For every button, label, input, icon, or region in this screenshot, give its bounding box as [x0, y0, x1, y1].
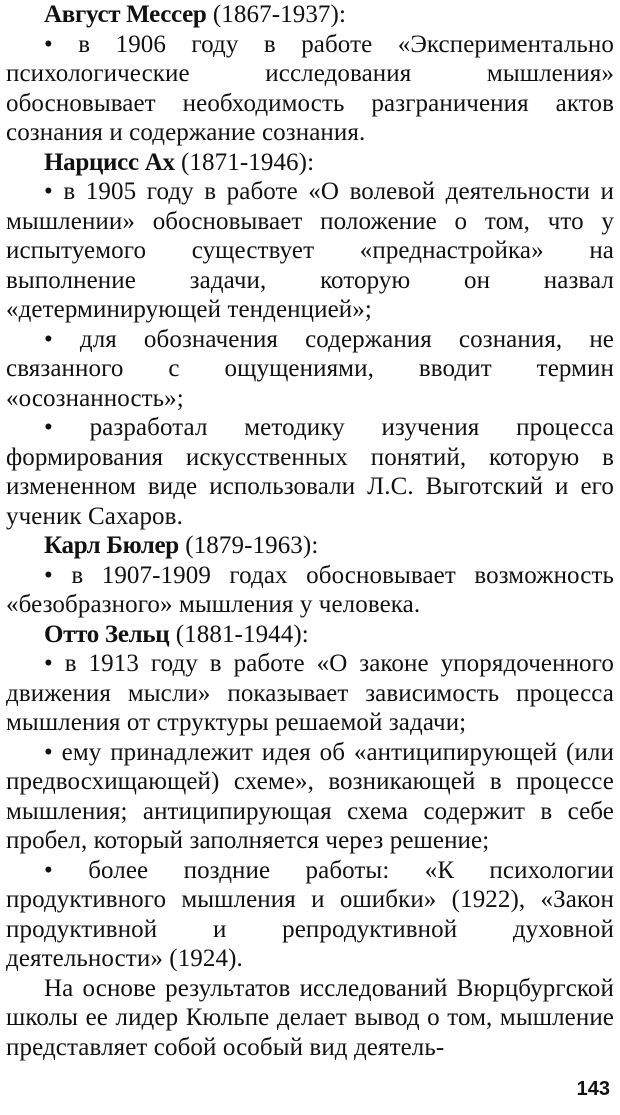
author-name: Август Мессер	[44, 1, 207, 28]
paragraph: • в 1907-1909 годах обосновывает возможность «безобразного» мышления у человека.	[6, 561, 614, 618]
author-name: Отто Зельц	[44, 620, 170, 648]
page-number: 143	[576, 1078, 610, 1100]
paragraph: • в 1913 году в работе «О законе упорядоченного движения мысли» показывает зависимость процесса мышления от структуры решаемой задачи;	[6, 650, 614, 736]
author-heading-buhler	[6, 531, 614, 561]
paragraph: • в 1906 году в работе «Экспериментально психологические исследования мышления» обосновывает необходимость разграничения актов сознания и содержание сознания.	[6, 30, 614, 146]
page-body	[6, 0, 614, 1062]
paragraph: • в 1905 году в работе «О волевой деятельности и мышлении» обосновывает положение о том, что у испытуемого существует «преднастройка» на выполнение задачи, которую он назвал «детерминирующей тенденцией»;	[6, 178, 614, 323]
paragraph: • более поздние работы: «К психологии продуктивного мышления и ошибки» (1922), «Закон продуктивной и репродуктивной духовной деятельности» (1924).	[6, 856, 614, 972]
author-years: (1881-1944):	[169, 620, 309, 648]
paragraph: На основе результатов исследований Вюрцбургской школы ее лидер Кюльпе делает вывод о том, мышление представляет собой особый вид деятель-	[6, 974, 614, 1061]
paragraph: • разработал методику изучения процесса формирования искусственных понятий, которую в измененном виде использовали Л.С. Выготский и его ученик Сахаров.	[6, 414, 614, 530]
author-years: (1867-1937):	[206, 1, 347, 28]
author-heading-messer	[6, 0, 614, 30]
paragraph: • для обозначения содержания сознания, не связанного с ощущениями, вводит термин «осознанность»;	[6, 325, 614, 412]
author-years: (1871-1946):	[174, 148, 315, 176]
paragraph: • ему принадлежит идея об «антиципирующей (или предвосхищающей) схеме», возникающей в процессе мышления; антиципирующая схема содержит в себе пробел, который заполняется через решение;	[6, 738, 614, 854]
author-heading-ach	[6, 148, 614, 178]
author-heading-selz	[6, 620, 614, 650]
author-name: Нарцисс Ах	[44, 148, 175, 176]
author-years: (1879-1963):	[178, 532, 319, 559]
author-name: Карл Бюлер	[44, 532, 179, 559]
